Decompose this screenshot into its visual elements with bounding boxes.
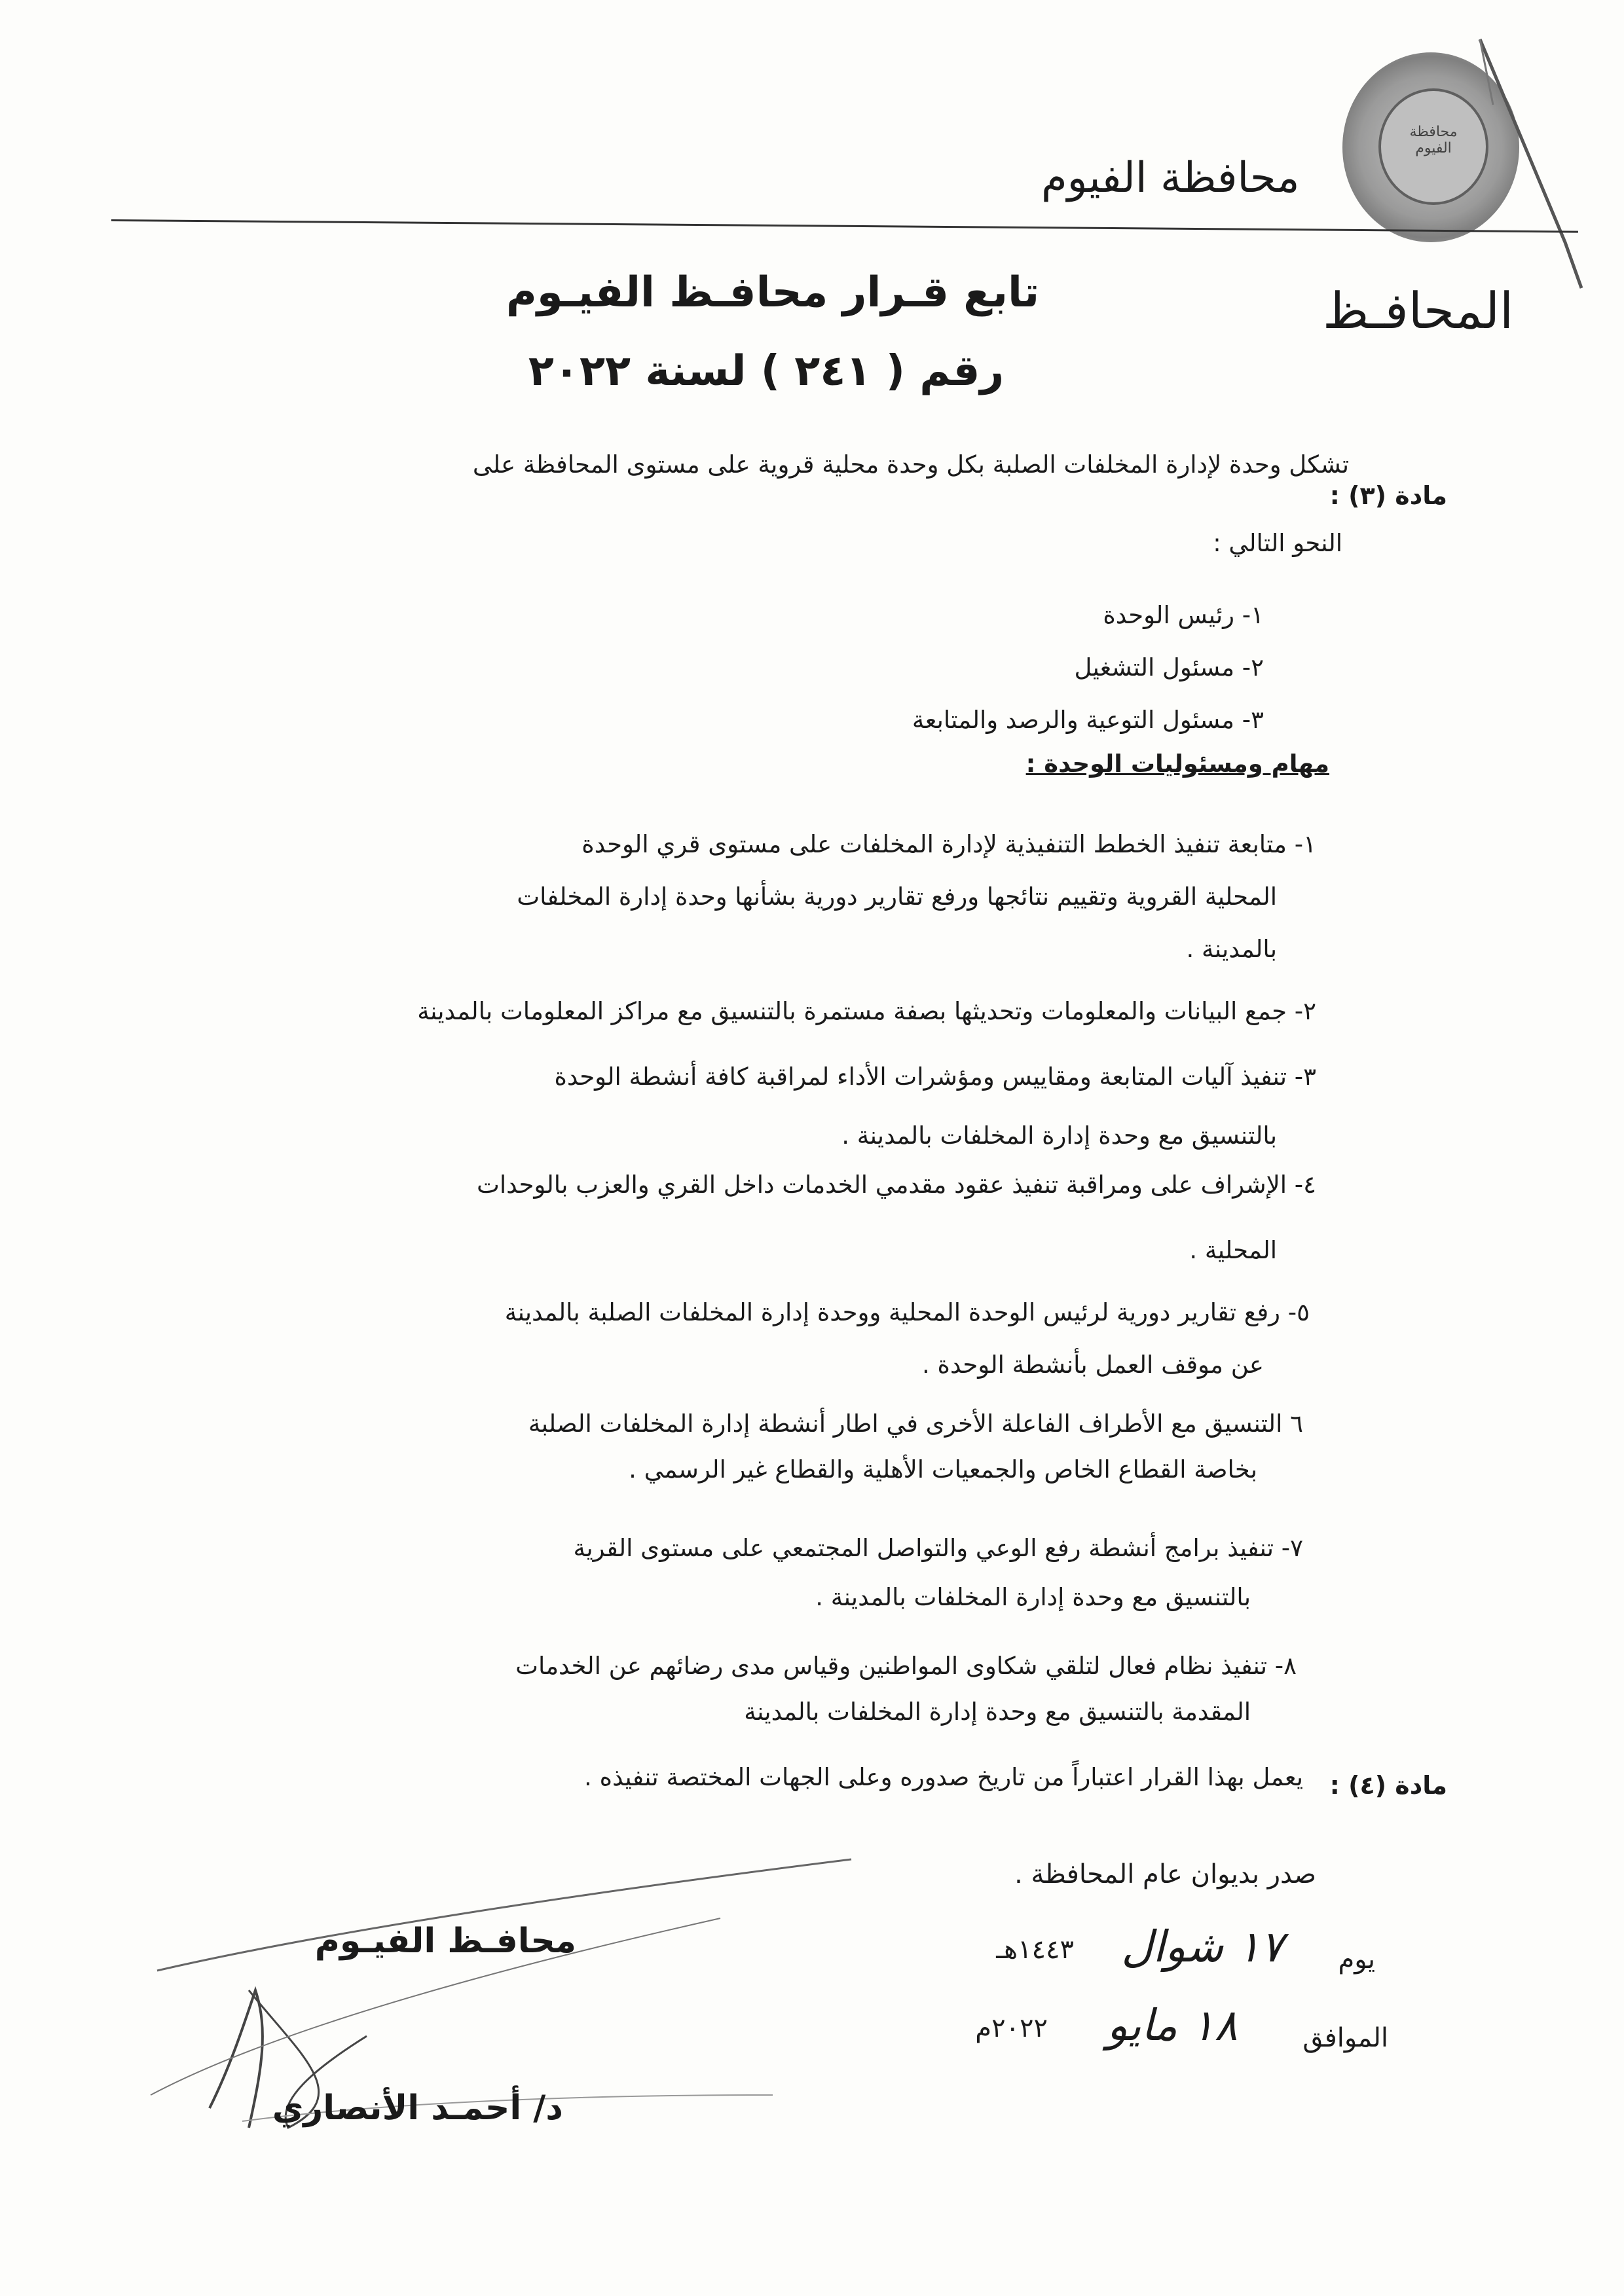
duty-line: المحلية القروية وتقييم نتائجها ورفع تقارير دورية بشأنها وحدة إدارة المخلفات (517, 883, 1277, 911)
duty-line: ١- متابعة تنفيذ الخطط التنفيذية لإدارة المخلفات على مستوى قري الوحدة (581, 830, 1316, 858)
duty-line: بخاصة القطاع الخاص والجمعيات الأهلية والقطاع غير الرسمي . (629, 1455, 1257, 1484)
signatory-title: محافـظ الفيـوم (314, 1922, 576, 1961)
hijri-year: ١٤٤٣هـ (996, 1935, 1074, 1965)
article3-label: مادة (٣) : (1329, 481, 1447, 510)
duty-line: بالتنسيق مع وحدة إدارة المخلفات بالمدينة . (815, 1583, 1251, 1611)
duty-line: ٦ التنسيق مع الأطراف الفاعلة الأخرى في اطار أنشطة إدارة المخلفات الصلبة (528, 1410, 1303, 1438)
duty-line: بالتنسيق مع وحدة إدارة المخلفات بالمدينة . (841, 1121, 1277, 1150)
duty-line: عن موقف العمل بأنشطة الوحدة . (922, 1351, 1264, 1379)
duty-line: ٢- جمع البيانات والمعلومات وتحديثها بصفة مستمرة بالتنسيق مع مراكز المعلومات بالمدينة (417, 997, 1316, 1025)
hijri-date-handwritten: ١٧ شوال (1121, 1922, 1283, 1972)
seal-text: محافظة الفيوم (1409, 124, 1458, 156)
page-corner-fold (1467, 26, 1598, 301)
governorate-name: محافظة الفيوم (1041, 154, 1300, 202)
duty-line: ٧- تنفيذ برامج أنشطة رفع الوعي والتواصل المجتمعي على مستوى القرية (573, 1534, 1303, 1562)
issued-at: صدر بديوان عام المحافظة . (1014, 1859, 1316, 1889)
article4-label: مادة (٤) : (1329, 1771, 1447, 1800)
article3-line2: النحو التالي : (1213, 529, 1342, 557)
header-rule (111, 219, 1578, 233)
corresponding-prefix: الموافق (1302, 2023, 1388, 2053)
duty-line: ٨- تنفيذ نظام فعال لتلقي شكاوى المواطنين وقياس مدى رضائهم عن الخدمات (515, 1652, 1297, 1680)
duty-line: ٣- تنفيذ آليات المتابعة ومقاييس ومؤشرات الأداء لمراقبة كافة أنشطة الوحدة (554, 1063, 1316, 1091)
member-item: ٣- مسئول التوعية والرصد والمتابعة (912, 706, 1264, 734)
member-item: ٢- مسئول التشغيل (1074, 653, 1264, 682)
article3-line1: تشكل وحدة لإدارة المخلفات الصلبة بكل وحدة محلية قروية على مستوى المحافظة على (472, 450, 1349, 479)
gregorian-year: ٢٠٢٢م (975, 2013, 1048, 2043)
duty-line: المقدمة بالتنسيق مع وحدة إدارة المخلفات بالمدينة (744, 1698, 1251, 1726)
decree-number: رقم ( ٢٤١ ) لسنة ٢٠٢٢ (528, 347, 1005, 395)
article4-text: يعمل بهذا القرار اعتباراً من تاريخ صدوره وعلى الجهات المختصة تنفيذه . (584, 1763, 1303, 1791)
signatory-name: د/ أحمـد الأنصاري (272, 2088, 563, 2128)
duty-line: المحلية . (1189, 1236, 1277, 1264)
duty-line: ٤- الإشراف على ومراقبة تنفيذ عقود مقدمي الخدمات داخل القري والعزب بالوحدات (477, 1171, 1316, 1199)
duty-line: ٥- رفع تقارير دورية لرئيس الوحدة المحلية ووحدة إدارة المخلفات الصلبة بالمدينة (504, 1298, 1310, 1326)
day-prefix: يوم (1338, 1944, 1375, 1975)
member-item: ١- رئيس الوحدة (1103, 601, 1264, 629)
duty-line: بالمدينة . (1186, 935, 1277, 963)
duties-heading: مهام ومسئوليات الوحدة : (1025, 750, 1329, 778)
office-label: المحافـظ (1323, 282, 1514, 340)
decree-title: تابع قـرار محافـظ الفيـوم (506, 268, 1040, 317)
gregorian-date-handwritten: ١٨ مايو (1107, 2000, 1238, 2050)
